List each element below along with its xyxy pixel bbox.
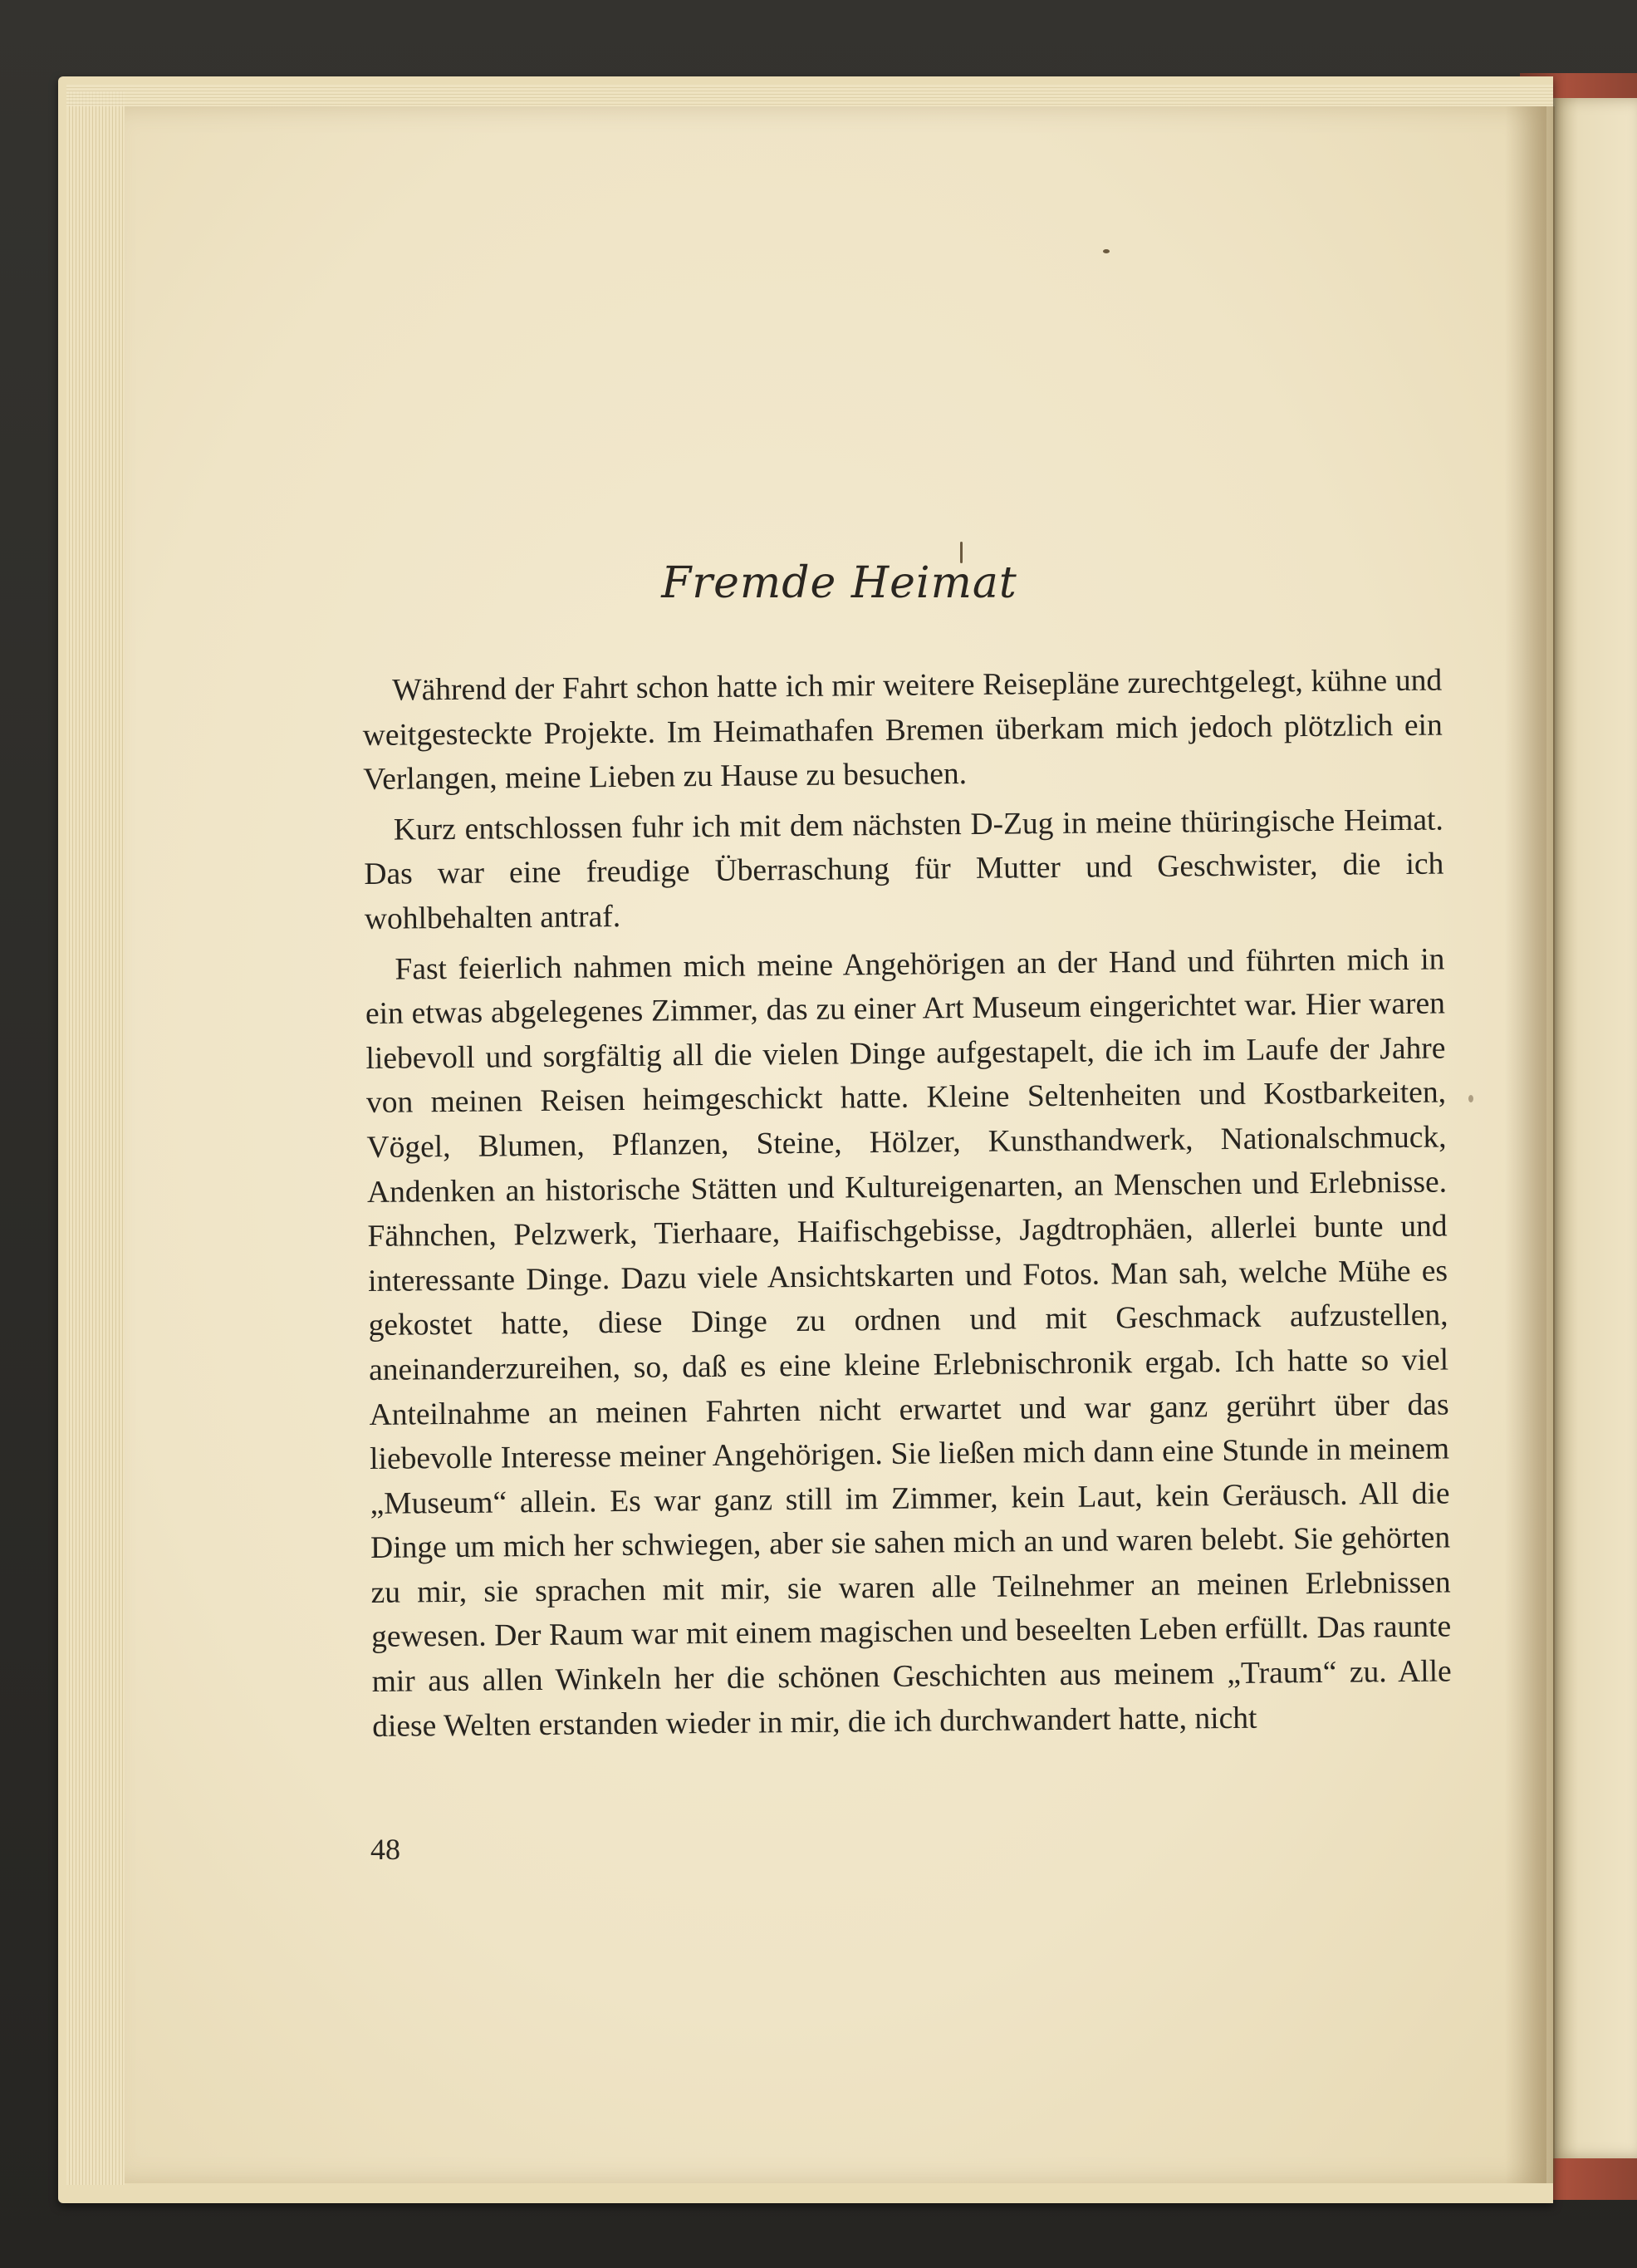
paragraph: Während der Fahrt schon hatte ich mir weitere Reisepläne zurechtgelegt, kühne und weitgesteckte Projekte. Im Heimathafen Bremen überkam mich jedoch plötzlich ein Verlangen, meine Lieben zu Hause zu besuchen.: [362, 663, 1443, 798]
paper-speck: [1468, 1095, 1473, 1102]
chapter-title: Fremde Heimat: [661, 558, 1017, 608]
facing-page: [1553, 98, 1637, 2158]
paragraph: Fast feierlich nahmen mich meine Angehörigen an der Hand und führten mich in ein etwas abgelegenes Zimmer, das zu einer Art Museum eingerichtet war. Hier waren liebevoll und sorgfältig all die vielen Dinge aufgestapelt, die ich im Laufe der Jahre von meinen Reisen heimgeschickt hatte. Kleine Seltenheiten und Kostbarkeiten, Vögel, Blumen, Pflanzen, Steine, Hölzer, Kunsthandwerk, Nationalschmuck, Andenken an historische Stätten und Kultureigenarten, an Menschen und Erlebnisse. Fähnchen, Pelzwerk, Tierhaare, Haifischgebisse, Jagdtrophäen, allerlei bunte und interessante Dinge. Dazu viele Ansichtskarten und Fotos. Man sah, welche Mühe es gekostet hatte, diese Dinge zu ordnen und mit Geschmack aufzustellen, aneinanderzureihen, so, daß es eine kleine Erlebnischronik ergab. Ich hatte so viel Anteilnahme an meinen Fahrten nicht erwartet und war ganz gerührt über das liebevolle Interesse meiner Angehörigen. Sie ließen mich dann eine Stunde in meinem „Museum“ allein. Es war ganz still im Zimmer, kein Laut, kein Geräusch. All die Dinge um mich her schwiegen, aber sie sahen mich an und waren belebt. Sie gehörten zu mir, sie sprachen mit mir, sie waren alle Teilnehmer an meinen Erlebnissen gewesen. Der Raum war mit einem magischen und beseelten Leben erfüllt. Das raunte mir aus allen Winkeln her die schönen Geschichten aus meinem „Traum“ zu. Alle diese Welten erstanden wieder in mir, die ich durchwandert hatte, nicht: [365, 942, 1452, 1744]
paragraph: Kurz entschlossen fuhr ich mit dem nächsten D-Zug in meine thüringische Heimat. Das war eine freudige Überraschung für Mutter und Geschwister, die ich wohlbehalten antraf.: [364, 803, 1444, 936]
body-text: [362, 659, 1452, 1755]
paper-speck: [1103, 249, 1110, 253]
page-number: 48: [370, 1833, 400, 1866]
page-gutter: [1505, 106, 1555, 2183]
